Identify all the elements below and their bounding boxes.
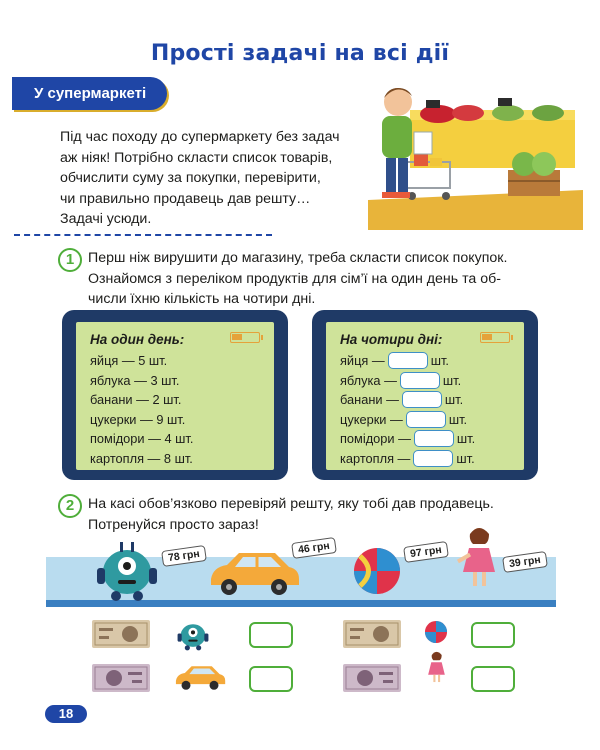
price-tag: 78 грн bbox=[161, 545, 207, 567]
task2-line: Потренуйся просто зараз! bbox=[88, 516, 259, 533]
answer-field[interactable] bbox=[414, 430, 454, 447]
one-day-item: банани — 2 шт. bbox=[90, 392, 182, 408]
answer-field[interactable] bbox=[388, 352, 428, 369]
monster-toy-icon bbox=[92, 540, 162, 602]
ball-toy-icon bbox=[352, 546, 402, 596]
four-days-item: яблука — шт. bbox=[340, 372, 462, 388]
tablet-one-day bbox=[62, 310, 288, 480]
intro-line: аж ніяк! Потрібно скласти список товарів, bbox=[60, 149, 333, 166]
intro-text bbox=[60, 127, 370, 230]
four-days-item: цукерки — шт. bbox=[340, 411, 468, 427]
monster-toy-icon bbox=[175, 618, 211, 652]
task1-line: Перш ніж вирушити до магазину, треба скласти список покупок. bbox=[88, 250, 508, 266]
four-days-item: помідори — шт. bbox=[340, 431, 476, 447]
page-title: Прості задачі на всі дії bbox=[150, 41, 450, 66]
price-tag: 39 грн bbox=[502, 551, 548, 573]
supermarket-illustration bbox=[368, 80, 583, 230]
change-answer-box[interactable] bbox=[249, 622, 293, 648]
intro-line: обчислити суму за покупки, перевірити, bbox=[60, 170, 321, 186]
change-answer-box[interactable] bbox=[249, 666, 293, 692]
ball-toy-icon bbox=[424, 620, 448, 644]
tablet-one-day-screen bbox=[76, 322, 274, 470]
task-number-2: 2 bbox=[58, 494, 82, 518]
intro-line: Під час походу до супермаркету без задач bbox=[60, 129, 340, 145]
four-days-item: картопля — шт. bbox=[340, 450, 475, 466]
price-tag: 97 грн bbox=[403, 541, 449, 563]
intro-line: чи правильно продавець дав решту… bbox=[60, 190, 311, 207]
change-answer-box[interactable] bbox=[471, 622, 515, 648]
banknote-icon bbox=[92, 620, 150, 648]
intro-line: Задачі усюди. bbox=[60, 211, 152, 227]
four-days-item: банани — шт. bbox=[340, 392, 464, 408]
banknote-icon bbox=[92, 664, 150, 692]
task1-line: Ознайомся з переліком продуктів для сім’ї на один день та об- bbox=[88, 270, 501, 287]
battery-icon bbox=[230, 332, 260, 343]
tablet-four-days bbox=[312, 310, 538, 480]
tablet-four-days-screen bbox=[326, 322, 524, 470]
one-day-item: картопля — 8 шт. bbox=[90, 450, 193, 466]
battery-icon bbox=[480, 332, 510, 343]
task-number-1: 1 bbox=[58, 248, 82, 272]
page-number: 18 bbox=[45, 705, 87, 723]
answer-field[interactable] bbox=[402, 391, 442, 408]
four-days-title: На чотири дні: bbox=[340, 332, 443, 347]
section-banner: У супермаркеті bbox=[12, 77, 167, 110]
task2-line: На касі обов’язково перевіряй решту, яку тобі дав продавець. bbox=[88, 496, 494, 512]
one-day-item: яблука — 3 шт. bbox=[90, 372, 180, 388]
answer-field[interactable] bbox=[400, 372, 440, 389]
doll-toy-icon bbox=[455, 526, 505, 592]
change-answer-box[interactable] bbox=[471, 666, 515, 692]
car-toy-icon bbox=[205, 549, 303, 599]
car-toy-icon bbox=[172, 664, 228, 692]
banknote-icon bbox=[343, 664, 401, 692]
one-day-item: помідори — 4 шт. bbox=[90, 431, 194, 447]
task1-line: числи їхню кількість на чотири дні. bbox=[88, 291, 316, 307]
section-divider bbox=[14, 234, 272, 236]
task1-text bbox=[88, 248, 548, 310]
answer-field[interactable] bbox=[413, 450, 453, 467]
answer-field[interactable] bbox=[406, 411, 446, 428]
four-days-item: яйця — шт. bbox=[340, 353, 449, 369]
one-day-item: яйця — 5 шт. bbox=[90, 353, 168, 369]
one-day-title: На один день: bbox=[90, 332, 185, 347]
doll-toy-icon bbox=[424, 650, 450, 686]
banknote-icon bbox=[343, 620, 401, 648]
price-tag: 46 грн bbox=[291, 537, 337, 559]
one-day-item: цукерки — 9 шт. bbox=[90, 411, 186, 427]
